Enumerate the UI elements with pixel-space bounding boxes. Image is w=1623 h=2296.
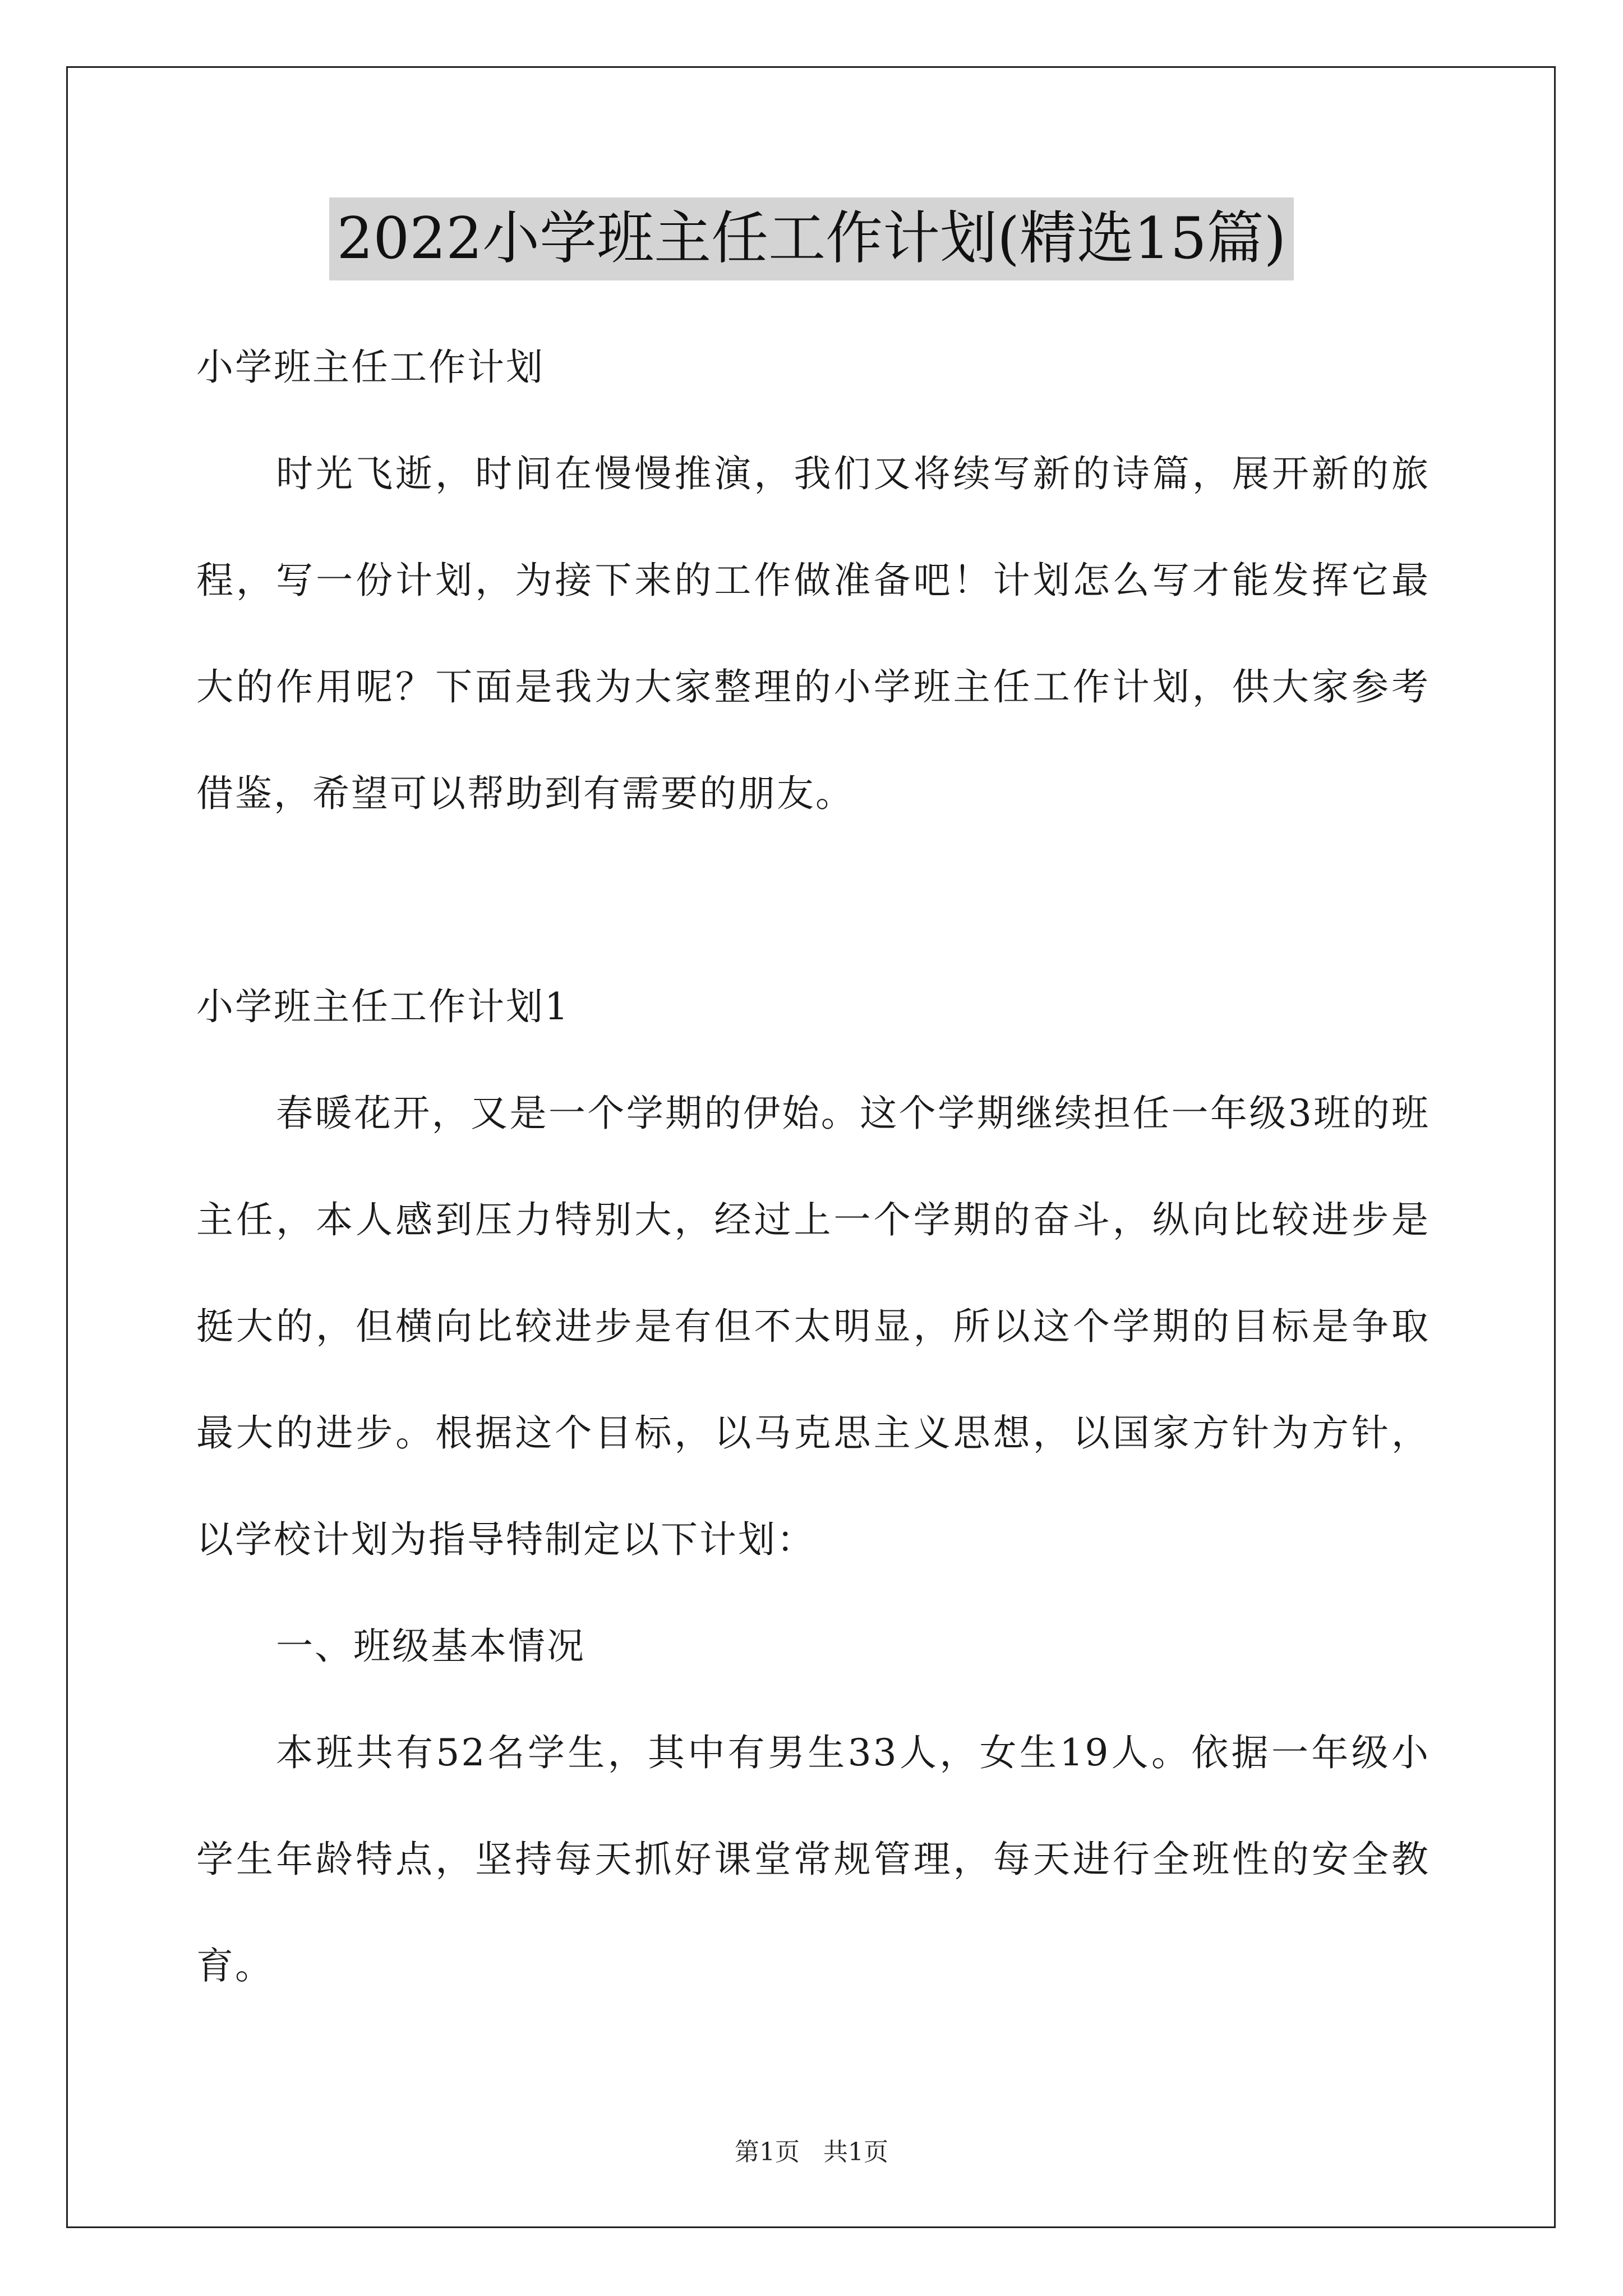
subheading-class-overview: 一、班级基本情况 — [276, 1625, 585, 1668]
document-body — [196, 314, 1430, 2019]
section-1-heading: 小学班主任工作计划1 — [196, 985, 570, 1028]
page-number-total: 共1页 — [823, 2138, 888, 2166]
document-title: 2022小学班主任工作计划(精选15篇) — [329, 197, 1294, 280]
title-container — [0, 197, 1623, 280]
page-number-current: 第1页 — [735, 2138, 800, 2166]
intro-heading: 小学班主任工作计划 — [196, 346, 545, 389]
section-spacer — [196, 847, 1430, 954]
intro-paragraph: 时光飞逝，时间在慢慢推演，我们又将续写新的诗篇，展开新的旅程，写一份计划，为接下来的工作做准备吧！计划怎么写才能发挥它最大的作用呢？下面是我为大家整理的小学班主任工作计划，供大家参考借鉴，希望可以帮助到有需要的朋友。 — [196, 452, 1430, 815]
section-1-paragraph-1: 春暖花开，又是一个学期的伊始。这个学期继续担任一年级3班的班主任，本人感到压力特别大，经过上一个学期的奋斗，纵向比较进步是挺大的，但横向比较进步是有但不太明显，所以这个学期的目标是争取最大的进步。根据这个目标，以马克思主义思想，以国家方针为方针，以学校计划为指导特制定以下计划： — [196, 1092, 1430, 1561]
section-1-paragraph-2: 本班共有52名学生，其中有男生33人，女生19人。依据一年级小学生年龄特点，坚持每天抓好课堂常规管理，每天进行全班性的安全教育。 — [196, 1731, 1430, 1987]
page-footer — [0, 2132, 1623, 2168]
